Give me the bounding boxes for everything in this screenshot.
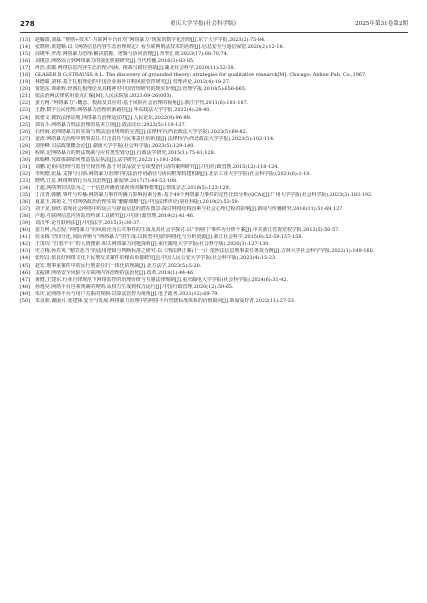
reference-item	[20, 277, 410, 284]
reference-item	[20, 206, 410, 213]
reference-number: [17]	[20, 65, 31, 72]
reference-number: [21]	[20, 93, 31, 100]
reference-item	[20, 192, 410, 199]
reference-number: [13]	[20, 37, 31, 43]
reference-item	[20, 185, 410, 192]
reference-item	[20, 58, 410, 65]
reference-item	[20, 115, 410, 122]
reference-item	[20, 227, 410, 234]
reference-text: 卢超.互联网信息内容监管约谈工具研究[J].中国行政管理,2019(2):41-46.	[35, 213, 195, 220]
reference-item	[20, 270, 410, 277]
reference-item	[20, 100, 410, 107]
reference-item	[20, 86, 410, 93]
reference-item	[20, 213, 410, 220]
reference-item	[20, 164, 410, 171]
reference-item	[20, 298, 410, 305]
reference-number: [18]	[20, 72, 31, 79]
issue-info: 2025年第31卷第2期	[355, 21, 408, 27]
reference-item	[20, 79, 410, 86]
reference-text: 朱良朋,谢丽月.张建锋.安全与发展:网络暴力治理中的网络平台管辖标准体系的价值取向[J].新闻爱好者,2022(11):27-33.	[35, 297, 296, 304]
reference-number: [46]	[20, 269, 31, 276]
header-rule	[20, 32, 408, 33]
reference-item	[20, 37, 410, 44]
reference-text: 王超.网络刑罚以惩为之一个信息传播效果视角的解释框架[J].情报杂志,2019(5):123-129.	[35, 184, 231, 191]
reference-number: [40]	[20, 227, 31, 234]
reference-number: [43]	[20, 248, 31, 255]
reference-text: 刘鹏.论协同治理与监管空间管理:基于对食品安全专项整治行动的案例研究[J].中国行政管理,2015(12):118-124.	[35, 163, 279, 170]
reference-item	[20, 65, 410, 72]
reference-item	[20, 199, 410, 206]
reference-text: 孙逸昊.网络平台自我规制的规则:从权力生成到权力运行[J].中国行政管理,2020(12):59-65.	[35, 283, 234, 290]
reference-text: 刘艳峰.司法政策概念论[J].湖南大学学报(社会科学版),2023(5):129-140.	[35, 142, 195, 149]
reference-item	[20, 136, 410, 143]
reference-number: [42]	[20, 241, 31, 248]
reference-text: 夏嘉玉,郭苑文.当对网络政治治理实质“删除策略”[J].中国法律评论(第社科版),2019(2):53-59.	[35, 199, 240, 206]
reference-item	[20, 44, 410, 51]
reference-number: [44]	[20, 255, 31, 262]
reference-number: [22]	[20, 100, 31, 107]
reference-number: [39]	[20, 220, 31, 227]
reference-item	[20, 284, 410, 291]
reference-number: [33]	[20, 177, 31, 184]
reference-item	[20, 129, 410, 136]
reference-text: 朱庆.论网络平台与用户关系的规制:以算法管控为视角[J].电子政务,2021(12):69-79.	[35, 290, 219, 297]
reference-text: 依法治网法律常用要点汇编[M].人民法院版,2023:09-26(003).	[35, 93, 173, 100]
reference-text: 李明德,张磊.支撑与引领:网络暴力治理中的法治作用路径与协同框架构建机制[J].北京工业大学学报(社会科学版),2021(6):1-10.	[35, 170, 311, 177]
reference-text: 石经海.论网络暴力的实质与刑法适用规则的完善[J].法律科学(西北政法大学学报),2023(5):69-82.	[35, 128, 248, 135]
reference-item	[20, 241, 410, 248]
reference-text: 王静.数字公民伦理:网络暴力治理的新路径[J].华东政法大学学报,2022(4):28-40.	[35, 107, 211, 114]
reference-item	[20, 51, 410, 58]
reference-text: 侯永梅.空间分化,风险养殖与“网络暴力”的生成:以转型中国的网络化与分析资源[J].浙江社会科学,2015(8):52-59,157-158.	[35, 234, 303, 241]
reference-number: [16]	[20, 58, 31, 65]
reference-number: [34]	[20, 184, 31, 191]
reference-number: [32]	[20, 170, 31, 177]
reference-text: 姜方柯,冯志倪.“网络暴力”的风险论为公共事件的生成及其社会学探讨:以“李刚门”事件为分析个案[J].中共浙江省委党校学报,2012(5):50-57.	[35, 227, 340, 234]
running-header	[20, 19, 408, 31]
reference-number: [41]	[20, 234, 31, 241]
reference-number: [45]	[20, 262, 31, 269]
reference-list	[20, 37, 410, 305]
reference-text: 姜方柯.“网络暴力”:概念、根源及其应对:基于风险社会治理的视角[J].浙江学刊,2011(6):181-187.	[35, 100, 249, 107]
reference-number: [19]	[20, 79, 31, 86]
reference-item	[20, 171, 410, 178]
reference-number: [48]	[20, 283, 31, 290]
reference-item	[20, 157, 410, 164]
reference-number: [14]	[20, 44, 31, 51]
reference-number: [26]	[20, 128, 31, 135]
reference-number: [29]	[20, 149, 31, 156]
reference-text: 刘子龙,徐欣.表现社会网络中的谣言与辟谣信息的潜在图景:探讨网络结构因素与社会心理过程的影响[J].新闻与传播研究,2016(11):51-69,127.	[35, 206, 344, 213]
reference-number: [15]	[20, 51, 31, 58]
reference-number: [37]	[20, 206, 31, 213]
reference-text: 赵宏.刑事重案件中的民行刑责任归一体化的规制[J].北方法学,2023(5):5-20.	[35, 262, 202, 269]
reference-text: GLASER B G,STRAUSS A L. The discovery of grounded theory: strategies for qualitative research[M]. Chicago: Aldine Pub. Co.,1967.	[35, 72, 367, 79]
reference-item	[20, 263, 410, 270]
reference-item	[20, 143, 410, 150]
reference-item	[20, 248, 410, 255]
reference-text: 刘瑾思.网络谣言到网络暴力的演化机制研究[J].当代传播,2016(3):83-85.	[35, 58, 195, 65]
reference-number: [50]	[20, 297, 31, 304]
reference-number: [35]	[20, 192, 31, 199]
reference-text: 姜涛.网络暴力治理中刑事责任,打击责任与民事责任的衔接[J].法律科学(西北政法大学学报),2023(5):102-114.	[35, 135, 275, 142]
reference-text: 刘汉华.论互联网法[J].中国法学,2015(3):30-37.	[35, 220, 141, 227]
reference-item	[20, 291, 410, 298]
reference-number: [20]	[20, 86, 31, 93]
reference-item	[20, 234, 410, 241]
reference-item	[20, 72, 410, 79]
reference-number: [47]	[20, 276, 31, 283]
reference-number: [24]	[20, 114, 31, 121]
reference-text: 王茂均.“打怒不平”的人肉搜索:相关网络暴力问题探析[J].重庆邮电大学学报(社会科学版),2020(3):127-130.	[35, 241, 270, 248]
reference-text: 林德甜,刘林.基于扎根理论的中国企业海外并购风险管控研究[J].管理评论,2012(4):18-27.	[35, 79, 231, 86]
journal-name: 重庆大学学报(社会科学版)	[170, 21, 236, 27]
reference-item	[20, 93, 410, 100]
reference-item	[20, 107, 410, 114]
page-number: 278	[20, 20, 35, 28]
reference-item	[20, 178, 410, 185]
reference-number: [27]	[20, 135, 31, 142]
reference-text: 史立梅,孙若英.“精罚恶当”的适用逻辑与判断标准之研究:以《刑法修正案(十一)》依照法信息刑事责任条款为例[J].吉林大学社会科学学报,2022(1):149-160.	[35, 248, 375, 255]
reference-text: 冉浩,张敏.网络信息内容生态治理:内涵、挑战与路径创新[J].湖北社会科学,2020(11):32-38.	[35, 65, 236, 72]
reference-text: 支振锋.网络安全风险与互联网内容治理的法治化[J].改革,2018(1):44-46.	[35, 269, 195, 276]
reference-number: [28]	[20, 142, 31, 149]
reference-text: 赵毓波,刘磊.“规则+技术”:互联网平台针对“网络暴力”现象的数字化治理[J].东宁大学学报,2023(2):75-84.	[35, 37, 266, 43]
reference-text: 晓鸣,江星.网络舆情行为及其治理[J].新闻界,2017(7):44-53,108.	[35, 177, 178, 184]
reference-text: 陈蕾文.微软法律证明,网络暴力治理适宜的[J].人民论坛,2022(9):96-99.	[35, 114, 192, 121]
reference-text: 张晓婷,黄建顺.以《网络信息内容生态治理规定》看互联网刑法技术的治理[J].信息安全与通信保密,2020(2):12-18.	[35, 44, 285, 51]
reference-text: 张绍昌.依良好网络文化下民刑交叉案件的缘由衔接研究[J].中国人民公安大学学报(社会科学版),2023(4):15-23.	[35, 255, 277, 262]
reference-item	[20, 122, 410, 129]
reference-text: 丁汉青,韩鹏.事件与传播:网络暴力事件传播力影响因素分析:基于49个网络暴力事件的定性比较分析(QCA)[J].广州大学学报(社会科学版),2023(3):183-192.	[35, 192, 373, 199]
reference-text: 陈翰峰.党政体制如何塑造基层执法[J].法学研究,2022(1):191-208.	[35, 156, 182, 163]
reference-text: 郭旨斗.网络暴力刑法治理的基本立场[J].政法论坛,2023(5):119-127.	[35, 121, 187, 128]
reference-number: [36]	[20, 199, 31, 206]
reference-number: [31]	[20, 163, 31, 170]
reference-text: 程铭.论网络暴力的刑法规制与应对类型划分[J].行政法学研究,2015(1):75-81,128.	[35, 149, 216, 156]
reference-text: 周瑾华,罗涛.网络暴力治理:解决措施、逻辑与协同治理[J].青季汇谈,2023(17):68-70,74.	[35, 51, 229, 58]
reference-number: [30]	[20, 156, 31, 163]
reference-number: [23]	[20, 107, 31, 114]
reference-text: 贾旭东,谭新辉.经典扎根理论及其精神对中国管理研究的现实价值[J].管理学报,2010(5):656-665.	[35, 86, 247, 93]
reference-text: 黄健,王建东.行业自律规范下网络监控的治理价值与互惠法律规制[J].重庆邮电大学学报(社会科学版),2024(6):31-42.	[35, 276, 289, 283]
reference-item	[20, 255, 410, 262]
reference-item	[20, 150, 410, 157]
reference-number: [49]	[20, 290, 31, 297]
reference-number: [38]	[20, 213, 31, 220]
reference-number: [25]	[20, 121, 31, 128]
reference-item	[20, 220, 410, 227]
